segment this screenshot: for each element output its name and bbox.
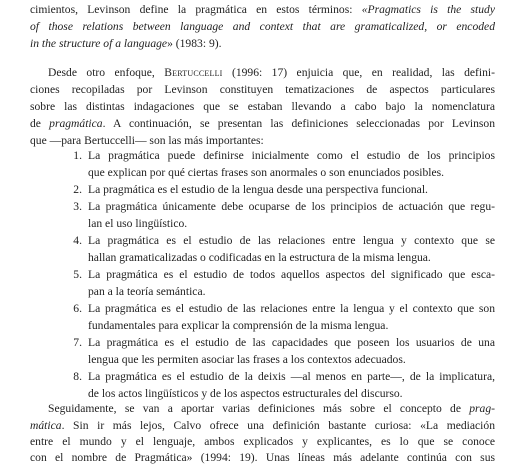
- intro-line-2-text: of those relations between language and context that are gramaticalized, or encoded: [30, 20, 495, 33]
- intro-line-2: [30, 18, 495, 35]
- list-number: 1.: [73, 149, 82, 162]
- para3-line-2: [30, 417, 495, 434]
- para3-line-1-italic: prag-: [469, 402, 495, 415]
- list-item-line: hallan gramaticalizadas o codificadas en la estructura de la misma lengua.: [88, 251, 431, 264]
- para3-line-2-italic: mática: [30, 419, 62, 432]
- list-item-line: La pragmática es el estudio de la lengua desde una perspectiva funcional.: [88, 183, 428, 196]
- para2-line-3: [30, 98, 495, 115]
- list-item-line: La pragmática es el estudio de las relaciones entre la lengua y el contexto que son: [88, 302, 495, 315]
- list-number: 6.: [73, 302, 82, 315]
- list-number: 2.: [73, 183, 82, 196]
- list-item-line: que explican por qué ciertas frases son anormales o son enunciados posibles.: [88, 166, 445, 179]
- intro-line-1-text: cimientos, Levinson define la pragmática en estos términos:: [30, 3, 362, 16]
- list-item-line: fundamentales para explicar la comprensión de la misma lengua.: [88, 319, 389, 332]
- list-item-line: pan a la teoría semántica.: [88, 285, 206, 298]
- para2-line-1-pre: Desde otro enfoque,: [48, 66, 165, 79]
- list-item-line: lengua que les permiten asociar las frases a los contextos adecuados.: [88, 353, 406, 366]
- para3-line-1-pre: Seguidamente, se van a aportar varias definiciones más sobre el concepto de: [48, 402, 470, 415]
- para3-line-2-post: . Sin ir más lejos, Calvo ofrece una definición bastante curiosa: «La mediación: [61, 419, 495, 432]
- para3-line-3-text: entre el mundo y el lenguaje, ambos explicados y explicantes, es lo que se conoce: [30, 435, 495, 448]
- list-item-line: La pragmática es el estudio de todos aquellos aspectos del significado que esca-: [88, 268, 495, 281]
- para2-line-2: [30, 81, 495, 98]
- para2-line-2-text: ciones recopiladas por Levinson constituyen tematizaciones de aspectos particulares: [30, 83, 495, 96]
- para2-line-3-text: sobre las distintas indagaciones que se estaban llevando a cabo bajo la nomenclatura: [30, 100, 495, 113]
- para3-line-4: [30, 449, 495, 466]
- list-item-line: La pragmática es el estudio de las relaciones entre lengua y contexto que se: [88, 234, 495, 247]
- para2-line-1: [48, 64, 495, 81]
- para3-line-4-text: con el nombre de Pragmática» (1994: 19). Unas líneas más adelante continúa con sus: [30, 451, 495, 464]
- list-item-line: La pragmática únicamente debe ocuparse de los principios de actuación que regu-: [88, 200, 495, 213]
- author-name: Bertuccelli: [164, 66, 223, 79]
- list-number: 4.: [73, 234, 82, 247]
- para2-line-4-pre: de: [30, 117, 50, 130]
- para2-line-4-post: . A continuación, se presentan las definiciones seleccionadas por Levinson: [102, 117, 496, 130]
- list-item-line: de los actos lingüísticos y de los aspectos estructurales del discurso.: [88, 387, 403, 400]
- list-number: 7.: [73, 336, 82, 349]
- para2-line-5-text: que —para Bertuccelli— son las más importantes:: [30, 134, 264, 147]
- intro-line-1-quote: «Pragmatics is the study: [361, 3, 495, 16]
- para2-line-4-italic: pragmática: [49, 117, 103, 130]
- list-number: 3.: [73, 200, 82, 213]
- intro-line-3: [30, 35, 222, 52]
- intro-line-3-italic: in the structure of a language: [30, 37, 168, 50]
- list-item-line: La pragmática es el estudio de las capacidades que poseen los usuarios de una: [88, 336, 495, 349]
- list-item-line: La pragmática es el estudio de la deixis —al menos en parte—, de la implicatura,: [88, 370, 495, 383]
- para2-line-1-post: (1996: 17) enjuicia que, en realidad, las defini-: [222, 66, 495, 79]
- intro-line-1: [30, 1, 495, 18]
- list-item-line: lan el uso lingüístico.: [88, 217, 188, 230]
- list-number: 5.: [73, 268, 82, 281]
- list-number: 8.: [73, 370, 82, 383]
- list-item-line: La pragmática puede definirse inicialmente como el estudio de los principios: [88, 149, 495, 162]
- para3-line-1: [48, 400, 495, 417]
- para2-line-4: [30, 115, 495, 132]
- intro-line-3-rest: » (1983: 9).: [167, 37, 222, 50]
